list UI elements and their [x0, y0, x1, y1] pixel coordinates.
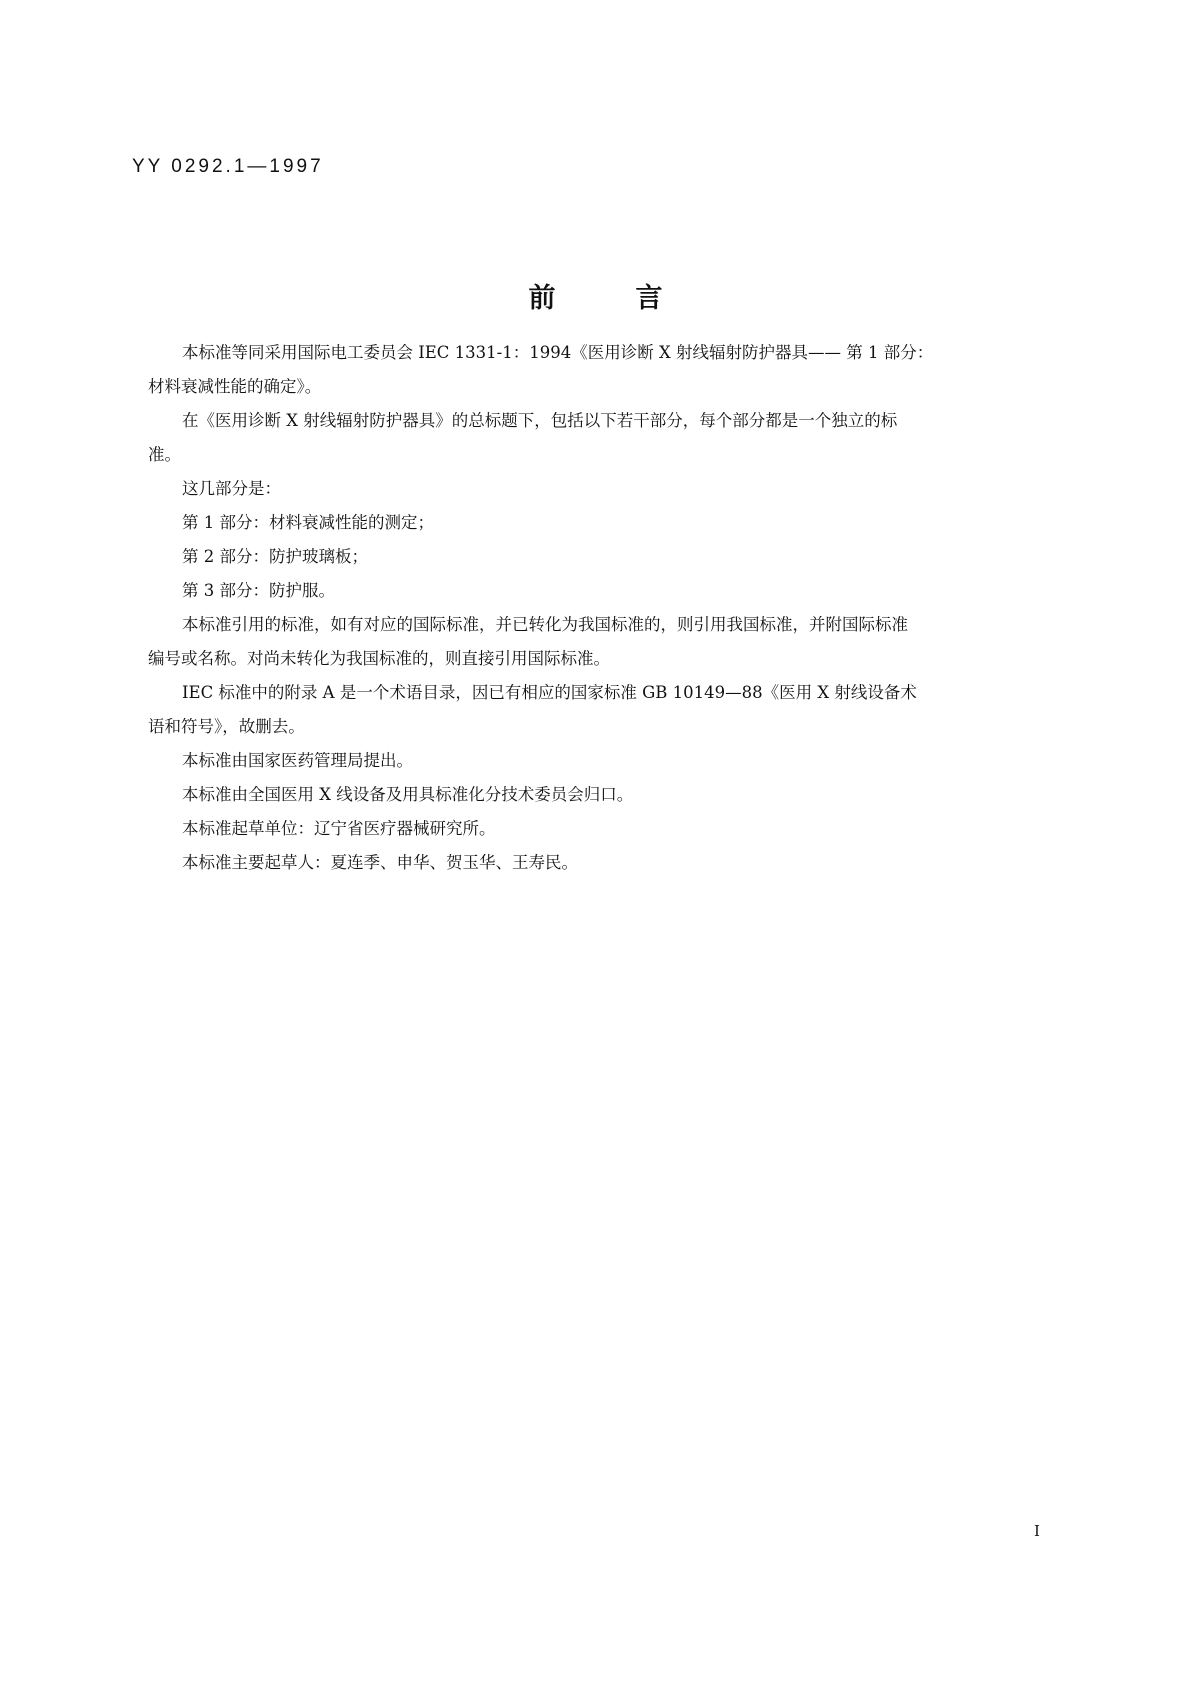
text-line: 本标准由全国医用 X 线设备及用具标准化分技术委员会归口。 — [182, 785, 634, 804]
text-line: 本标准等同采用国际电工委员会 IEC 1331-1：1994《医用诊断 X 射线辐射防护器具—— 第 1 部分： — [182, 343, 934, 362]
page-title — [0, 276, 1191, 315]
text-line: 这几部分是： — [182, 479, 281, 498]
text-line: IEC 标准中的附录 A 是一个术语目录，因已有相应的国家标准 GB 10149—88《医用 X 射线设备术 — [182, 683, 917, 702]
foreword-body — [148, 338, 1073, 882]
text-line: 在《医用诊断 X 射线辐射防护器具》的总标题下，包括以下若干部分，每个部分都是一个独立的标 — [182, 411, 898, 430]
title-char: 言 — [635, 283, 663, 314]
text-line: 语和符号》，故删去。 — [148, 717, 305, 736]
text-line: 本标准起草单位：辽宁省医疗器械研究所。 — [182, 819, 496, 838]
text-line: 材料衰减性能的确定》。 — [148, 377, 322, 396]
standard-code: YY 0292.1—1997 — [132, 156, 324, 177]
text-line: 准。 — [148, 445, 181, 464]
text-line: 编号或名称。对尚未转化为我国标准的，则直接引用国际标准。 — [148, 649, 610, 668]
text-line: 本标准引用的标准，如有对应的国际标准，并已转化为我国标准的，则引用我国标准，并附国际标准 — [182, 615, 908, 634]
title-char: 前 — [528, 283, 556, 314]
text-line: 第 3 部分：防护服。 — [182, 581, 335, 600]
text-line: 第 2 部分：防护玻璃板； — [182, 547, 368, 566]
text-line: 第 1 部分：材料衰减性能的测定； — [182, 513, 434, 532]
text-line: 本标准主要起草人：夏连季、申华、贺玉华、王寿民。 — [182, 853, 578, 872]
page-number: I — [1034, 1522, 1040, 1540]
text-line: 本标准由国家医药管理局提出。 — [182, 751, 413, 770]
